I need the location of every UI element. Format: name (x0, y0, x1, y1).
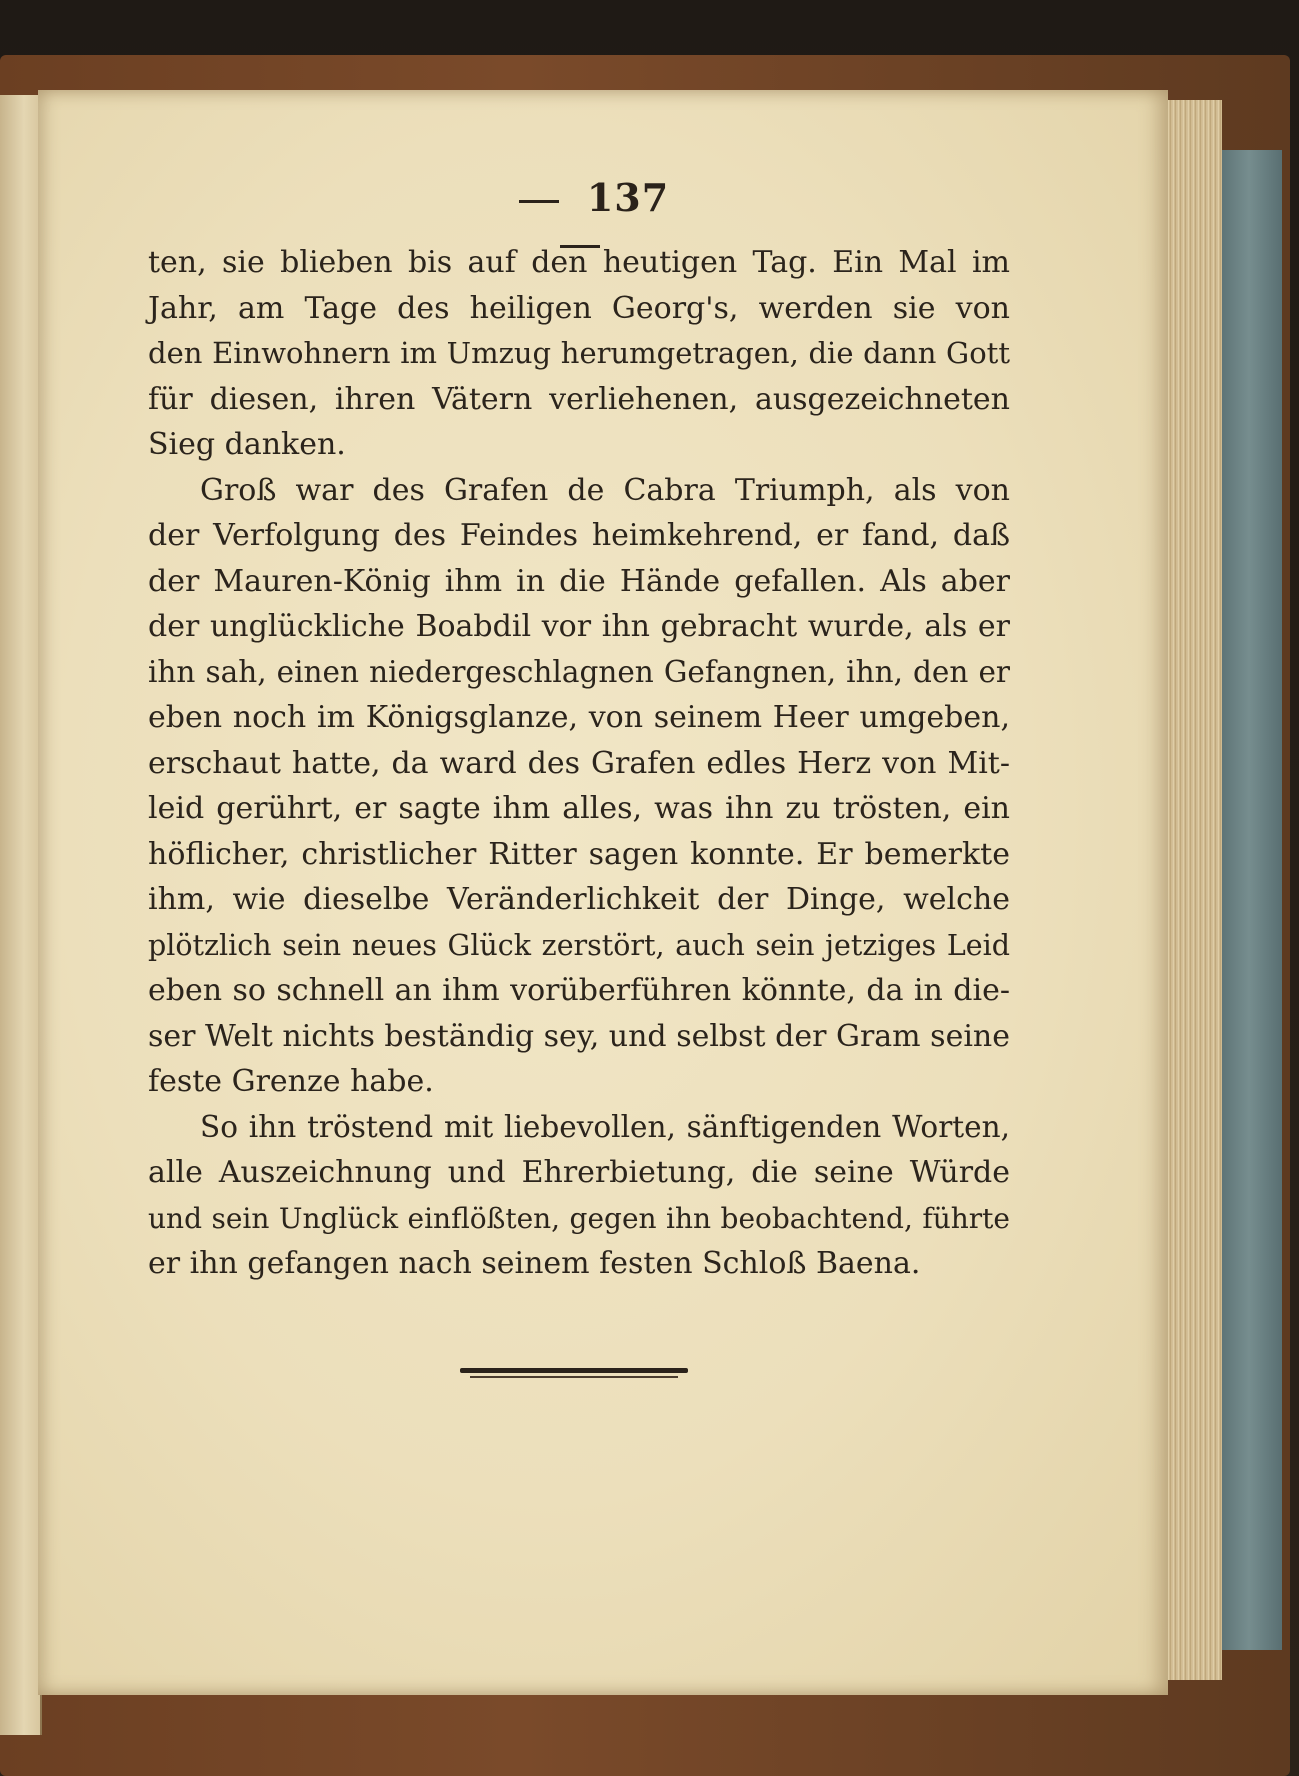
text-line: plötzlich sein neues Glück zerstört, auch sein jetziges Leid (148, 928, 1010, 962)
text-line: ihm, wie dieselbe Veränderlichkeit der Dinge, welche (148, 882, 1010, 917)
text-line: Sieg danken. (148, 427, 346, 462)
left-page-edge (0, 95, 42, 1735)
text-line: alle Auszeichnung und Ehrerbietung, die seine Würde (148, 1155, 1010, 1190)
text-line: eben noch im Königsglanze, von seinem Heer umgeben, (148, 700, 1010, 735)
text-line: Jahr, am Tage des heiligen Georg's, werden sie von (148, 290, 1010, 326)
text-line: feste Grenze habe. (148, 1064, 434, 1099)
spine-strip (1222, 150, 1282, 1650)
text-line: der Mauren-König ihm in die Hände gefallen. Als aber (148, 563, 1010, 599)
text-line: er ihn gefangen nach seinem festen Schloß Baena. (148, 1246, 921, 1281)
text-line: ihn sah, einen niedergeschlagnen Gefangnen, ihn, den er (148, 654, 1010, 689)
text-line: ten, sie blieben bis auf den heutigen Tag. Ein Mal im (148, 245, 1010, 280)
page-number-dash-left (519, 200, 559, 203)
text-line: So ihn tröstend mit liebevollen, sänftigenden Worten, (200, 1109, 1010, 1144)
text-line: Groß war des Grafen de Cabra Triumph, als von (200, 472, 1010, 508)
text-line: den Einwohnern im Umzug herumgetragen, die dann Gott (148, 336, 1010, 370)
text-line: der Verfolgung des Feindes heimkehrend, er fand, daß (148, 518, 1010, 553)
text-line: und sein Unglück einflößten, gegen ihn beobachtend, führte (148, 1201, 1010, 1235)
text-line: leid gerührt, er sagte ihm alles, was ihn zu trösten, ein (148, 791, 1010, 826)
text-line: erschaut hatte, da ward des Grafen edles Herz von Mit- (148, 745, 1010, 781)
page-number: 137 (586, 175, 670, 220)
text-line: der unglückliche Boabdil vor ihn gebracht wurde, als er (148, 609, 1010, 644)
text-line: eben so schnell an ihm vorüberführen könnte, da in die- (148, 973, 1010, 1008)
end-rule (460, 1368, 688, 1373)
text-line: ser Welt nichts beständig sey, und selbst der Gram seine (148, 1018, 1010, 1054)
text-line: höflicher, christlicher Ritter sagen konnte. Er bemerkte (148, 836, 1010, 872)
page-stack-edge (1165, 100, 1222, 1680)
body-text (148, 240, 1010, 1287)
text-line: für diesen, ihren Vätern verliehenen, ausgezeichneten (148, 381, 1010, 417)
end-rule-underline (470, 1376, 678, 1378)
